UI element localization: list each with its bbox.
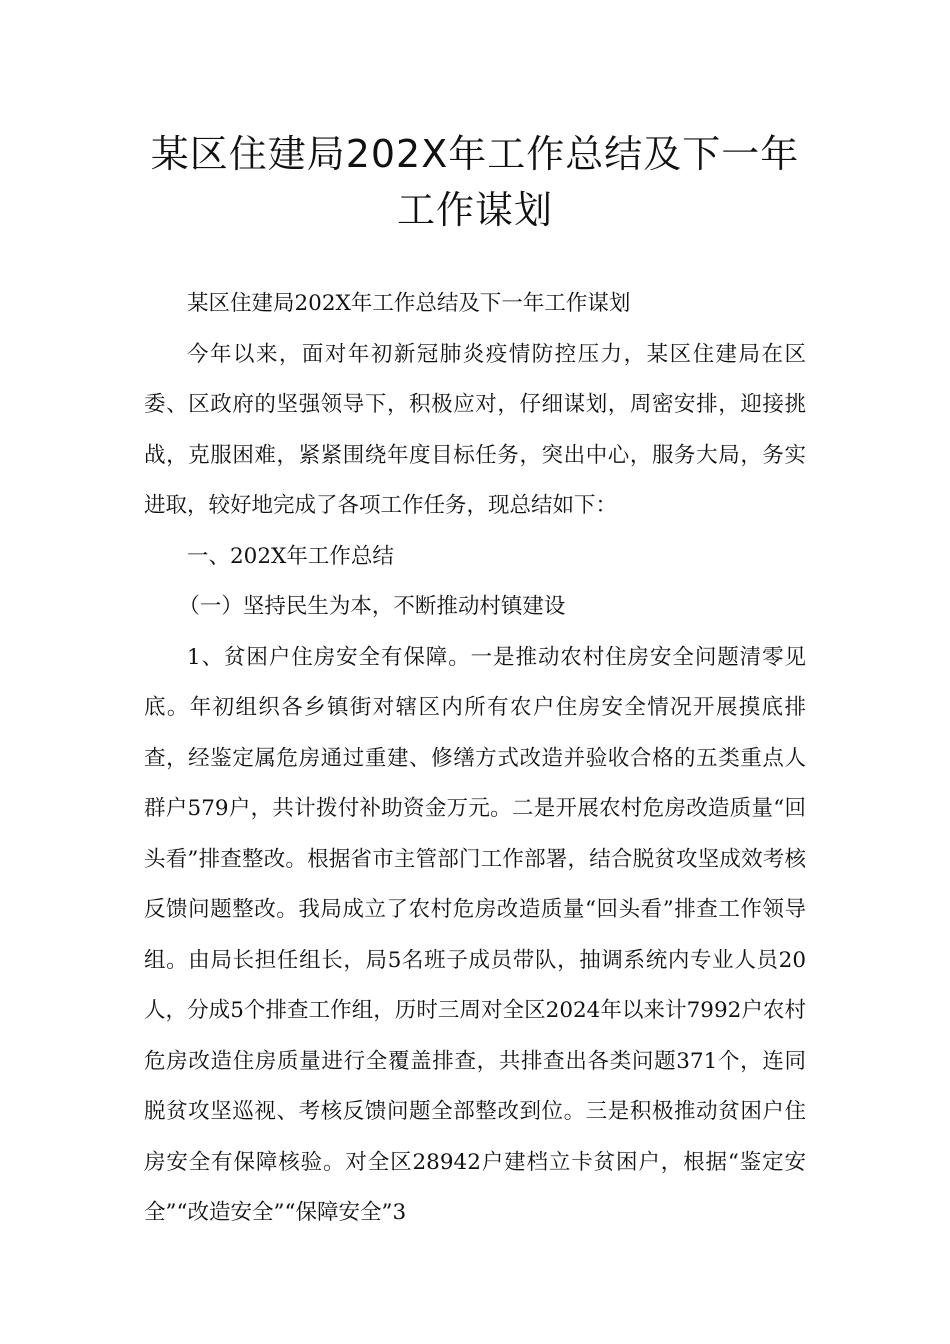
title-line-2: 工作谋划 <box>396 188 553 232</box>
document-body <box>144 279 806 1239</box>
title-line-1: 某区住建局202X年工作总结及下一年 <box>150 132 800 176</box>
subsection-heading: （一）坚持民生为本，不断推动村镇建设 <box>178 594 566 619</box>
intro-paragraph: 今年以来，面对年初新冠肺炎疫情防控压力，某区住建局在区委、区政府的坚强领导下，积极应对，仔细谋划，周密安排，迎接挑战，克服困难，紧紧围绕年度目标任务，突出中心，服务大局，务实进取，较好地完成了各项工作任务，现总结如下： <box>144 341 806 518</box>
section-heading: 一、202X年工作总结 <box>187 543 394 569</box>
body-paragraph: 1、贫困户住房安全有保障。一是推动农村住房安全问题清零见底。年初组织各乡镇街对辖区内所有农户住房安全情况开展摸底排查，经鉴定属危房通过重建、修缮方式改造并验收合格的五类重点人群户579户，共计拨付补助资金万元。二是开展农村危房改造质量“回头看”排查整改。根据省市主管部门工作部署，结合脱贫攻坚成效考核反馈问题整改。我局成立了农村危房改造质量“回头看”排查工作领导组。由局长担任组长，局5名班子成员带队，抽调系统内专业人员20人，分成5个排查工作组，历时三周对全区2024年以来计7992户农村危房改造住房质量进行全覆盖排查，共排查出各类问题371个，连同脱贫攻坚巡视、考核反馈问题全部整改到位。三是积极推动贫困户住房安全有保障核验。对全区28942户建档立卡贫困户，根据“鉴定安全”“改造安全”“保障安全”3 <box>144 644 806 1225</box>
subtitle-paragraph: 某区住建局202X年工作总结及下一年工作谋划 <box>187 291 631 316</box>
document-title <box>110 126 840 238</box>
